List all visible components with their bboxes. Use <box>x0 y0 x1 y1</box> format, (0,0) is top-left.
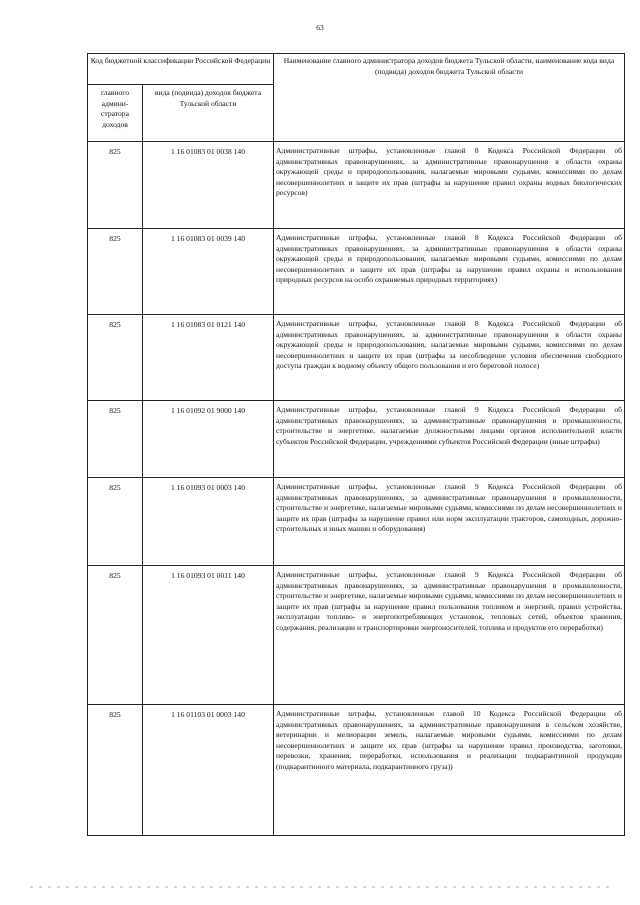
page-number: 63 <box>316 23 324 32</box>
revenue-code-cell: 1 16 01083 01 0039 140 <box>143 229 274 315</box>
revenue-code-cell: 1 16 01103 01 0003 140 <box>143 705 274 836</box>
header-administrator-name: Наименование главного администратора доходов бюджета Тульской области, наименование кода вида (подвида) доходов бюджета Тульской области <box>274 54 625 142</box>
table-row <box>88 705 625 836</box>
header-revenue-kind: вида (подвида) доходов бюджета Тульской области <box>143 85 274 142</box>
revenue-code-cell: 1 16 01092 01 9000 140 <box>143 401 274 478</box>
table-row <box>88 315 625 401</box>
table-row <box>88 478 625 566</box>
revenue-code-cell: 1 16 01093 01 0003 140 <box>143 478 274 566</box>
admin-code-cell: 825 <box>88 229 143 315</box>
revenue-codes-table <box>87 53 625 836</box>
table-row <box>88 566 625 705</box>
table-row <box>88 401 625 478</box>
admin-code-cell: 825 <box>88 478 143 566</box>
revenue-description-cell: Административные штрафы, установленные главой 9 Кодекса Российской Федерации об административных правонарушениях, за административные правонарушения в промышленности, строительстве и энергетике, налагаемые мировыми судьями, комиссиями по делам несовершеннолетних и защите их прав (штрафы за нарушение правил пользования топливом и энергией, правил устройства, эксплуатации топливо- и энергопотребляющих установок, тепловых сетей, объектов хранения, содержания, реализации и транспортировки энергоносителей, топлива и продуктов его переработки) <box>274 566 625 705</box>
header-budget-classification-code: Код бюджетной классификации Российской Федерации <box>88 54 274 85</box>
table-row <box>88 142 625 229</box>
admin-code-cell: 825 <box>88 566 143 705</box>
revenue-description-cell: Административные штрафы, установленные главой 9 Кодекса Российской Федерации об административных правонарушениях, за административные правонарушения в промышленности, строительстве и энергетике, налагаемые мировыми судьями, комиссиями по делам несовершеннолетних и защите их прав (штрафы за нарушение правил или норм эксплуатации тракторов, самоходных, дорожно-строительных и иных машин и оборудования) <box>274 478 625 566</box>
scan-artifact-line <box>30 886 610 888</box>
admin-code-cell: 825 <box>88 401 143 478</box>
revenue-description-cell: Административные штрафы, установленные главой 9 Кодекса Российской Федерации об административных правонарушениях, за административные правонарушения в промышленности, строительстве и энергетике, налагаемые должностными лицами органов исполнительной власти субъектов Российской Федерации, учреждениями субъектов Российской Федерации (иные штрафы) <box>274 401 625 478</box>
header-chief-administrator: главного админи-стратора доходов <box>88 85 143 142</box>
revenue-description-cell: Административные штрафы, установленные главой 8 Кодекса Российской Федерации об административных правонарушениях, за административные правонарушения в области охраны окружающей среды и природопользования, налагаемые мировыми судьями, комиссиями по делам несовершеннолетних и защите их прав (штрафы за нарушение правил охраны водных биологических ресурсов) <box>274 142 625 229</box>
revenue-code-cell: 1 16 01083 01 0121 140 <box>143 315 274 401</box>
revenue-code-cell: 1 16 01083 01 0038 140 <box>143 142 274 229</box>
revenue-description-cell: Административные штрафы, установленные главой 8 Кодекса Российской Федерации об административных правонарушениях, за административные правонарушения в области охраны окружающей среды и природопользования, налагаемые мировыми судьями, комиссиями по делам несовершеннолетних и защите их прав (штрафы за несоблюдение условия обеспечения свободного доступа граждан к водному объекту общего пользования и его береговой полосе) <box>274 315 625 401</box>
admin-code-cell: 825 <box>88 315 143 401</box>
revenue-description-cell: Административные штрафы, установленные главой 10 Кодекса Российской Федерации об административных правонарушениях, за административные правонарушения в сельском хозяйстве, ветеринарии и мелиорации земель, налагаемые мировыми судьями, комиссиями по делам несовершеннолетних и защите их прав (штрафы за нарушение правил производства, заготовки, перевозки, хранения, переработки, использования и реализации подкарантинной продукции (подкарантинного материала, подкарантинного груза)) <box>274 705 625 836</box>
table-row <box>88 229 625 315</box>
revenue-description-cell: Административные штрафы, установленные главой 8 Кодекса Российской Федерации об административных правонарушениях, за административные правонарушения в области охраны окружающей среды и природопользования, налагаемые мировыми судьями, комиссиями по делам несовершеннолетних и защите их прав (штрафы за нарушение правил охраны и использования природных ресурсов на особо охраняемых природных территориях) <box>274 229 625 315</box>
revenue-code-cell: 1 16 01093 01 0011 140 <box>143 566 274 705</box>
admin-code-cell: 825 <box>88 142 143 229</box>
admin-code-cell: 825 <box>88 705 143 836</box>
